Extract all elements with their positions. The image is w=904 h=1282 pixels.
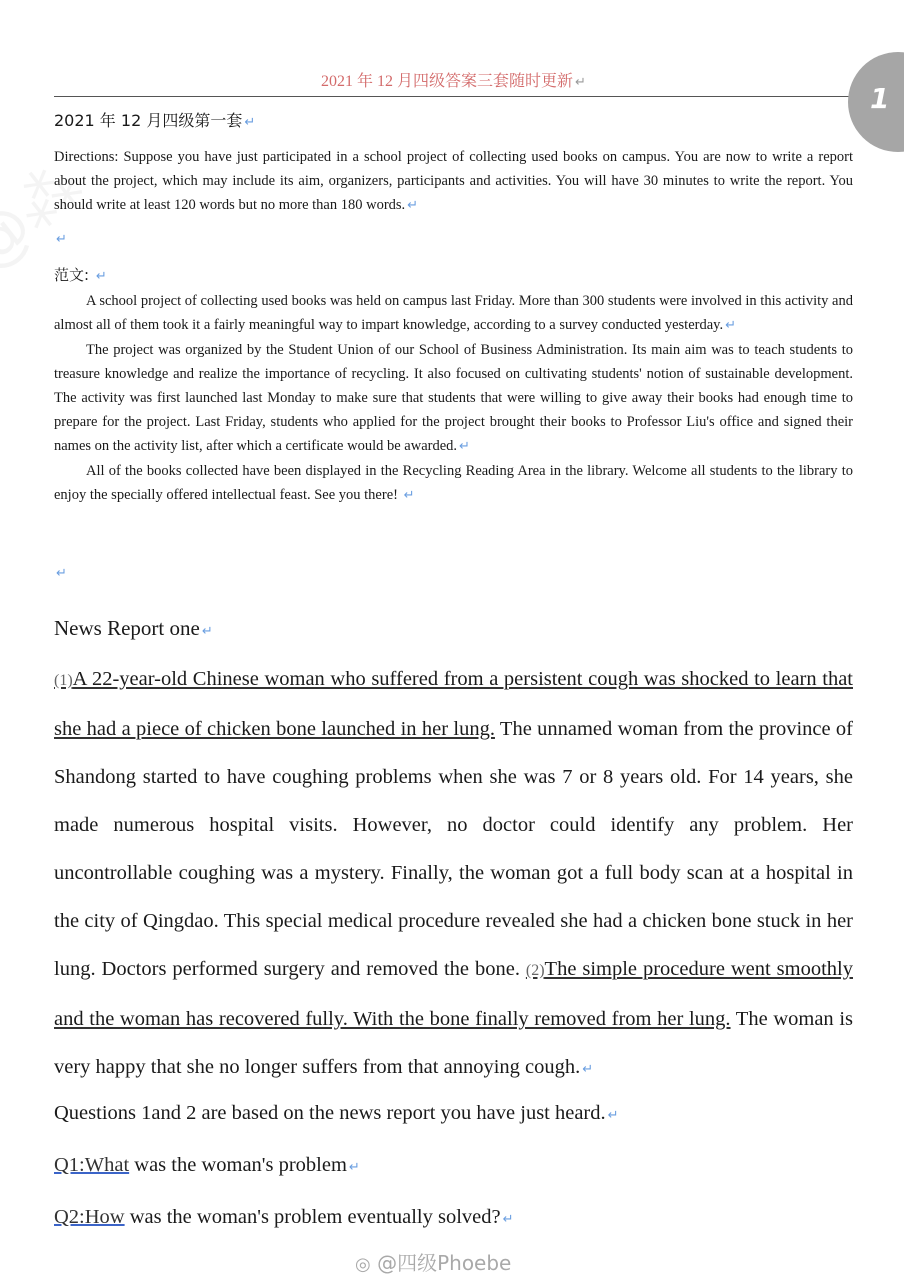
header-title: 2021 年 12 月四级答案三套随时更新 (321, 73, 574, 90)
return-mark-icon: ↵ (244, 115, 256, 130)
essay-p2: The project was organized by the Student Union of our School of Business Administration. Its main aim was to teach students to treasure knowledge and realize the importance of recycling. It also focused on cultivating students' notion of sustainable development. The activity was first launched last Monday to make sure that students that were willing to give away their books had enough time to prepare for the project. Last Friday, students who applied for the project brought their books to Professor Liu's office and signed their names on the activity list, after which a certificate would be awarded. (54, 342, 853, 454)
question-2-text: was the woman's problem eventually solved? (124, 1206, 501, 1228)
essay-paragraph (54, 338, 853, 459)
return-mark-icon: ↵ (502, 1212, 514, 1227)
sample-essay (54, 289, 853, 508)
weibo-icon: ◎ (355, 1254, 371, 1275)
empty-paragraph (54, 564, 67, 582)
essay-p3: All of the books collected have been displayed in the Recycling Reading Area in the library. Welcome all students to the library to enjoy the specially offered intellectual feast. See you there! (54, 463, 853, 503)
set-title-text: 2021 年 12 月四级第一套 (54, 111, 243, 130)
return-mark-icon: ↵ (582, 1062, 594, 1077)
question-2-label: Q2:How (54, 1206, 125, 1228)
essay-paragraph (54, 289, 853, 338)
question-1 (54, 1151, 360, 1182)
essay-paragraph (54, 459, 853, 508)
return-mark-icon: ↵ (56, 232, 67, 247)
return-mark-icon: ↵ (607, 1108, 619, 1123)
return-mark-icon: ↵ (348, 1160, 360, 1175)
marker-2: (2) (525, 962, 545, 979)
news-title-text: News Report one (54, 616, 200, 640)
return-mark-icon: ↵ (459, 439, 470, 454)
question-2 (54, 1203, 514, 1234)
news-title (54, 614, 213, 646)
return-mark-icon: ↵ (725, 318, 736, 333)
return-mark-icon: ↵ (95, 269, 107, 284)
sample-label (54, 264, 107, 285)
return-mark-icon: ↵ (407, 198, 419, 213)
weibo-handle: @四级Phoebe (377, 1251, 512, 1275)
return-mark-icon: ↵ (575, 75, 586, 90)
news-ending-text: The woman is very happy that she no longer suffers from that annoying cough. (54, 1008, 853, 1078)
sentence-1-text: A 22-year-old Chinese woman who suffered from a persistent cough was shocked to learn that she had a piece of chicken bone launched in her lung. (54, 668, 853, 740)
page-number-tab (848, 52, 904, 152)
questions-intro (54, 1099, 619, 1130)
directions (54, 145, 853, 218)
return-mark-icon: ↵ (403, 488, 415, 503)
news-report-body (54, 655, 853, 1094)
return-mark-icon: ↵ (201, 624, 213, 639)
set-title (54, 110, 255, 134)
marker-1: (1) (54, 672, 73, 689)
weibo-watermark (355, 1247, 511, 1276)
page-number: 1 (870, 82, 890, 115)
question-1-label: Q1:What (54, 1154, 130, 1176)
sentence-2-text: The simple procedure went smoothly and the woman has recovered fully. With the bone finally removed from her lung. (54, 958, 853, 1030)
question-1-text: was the woman's problem (129, 1154, 347, 1176)
essay-p1: A school project of collecting used books was held on campus last Friday. More than 300 students were involved in this activity and almost all of them took it a fairly meaningful way to impart knowledge, according to a survey conducted yesterday. (54, 293, 853, 333)
news-middle-text: The unnamed woman from the province of Shandong started to have coughing problems when she was 7 or 8 years old. For 14 years, she made numerous hospital visits. However, no doctor could identify any problem. Her uncontrollable coughing was a mystery. Finally, the woman got a full body scan at a hospital in the city of Qingdao. This special medical procedure revealed she had a chicken bone stuck in her lung. Doctors performed surgery and removed the bone. (54, 718, 853, 980)
page-header (54, 70, 853, 97)
questions-intro-text: Questions 1and 2 are based on the news report you have just heard. (54, 1102, 606, 1124)
directions-text: Directions: Suppose you have just participated in a school project of collecting used books on campus. You are now to write a report about the project, which may include its aim, organizers, participants and activities. You will have 30 minutes to write the report. You should write at least 120 words but no more than 180 words. (54, 149, 853, 213)
empty-paragraph (54, 230, 67, 248)
return-mark-icon: ↵ (56, 566, 67, 581)
sample-label-text: 范文: (54, 266, 90, 284)
